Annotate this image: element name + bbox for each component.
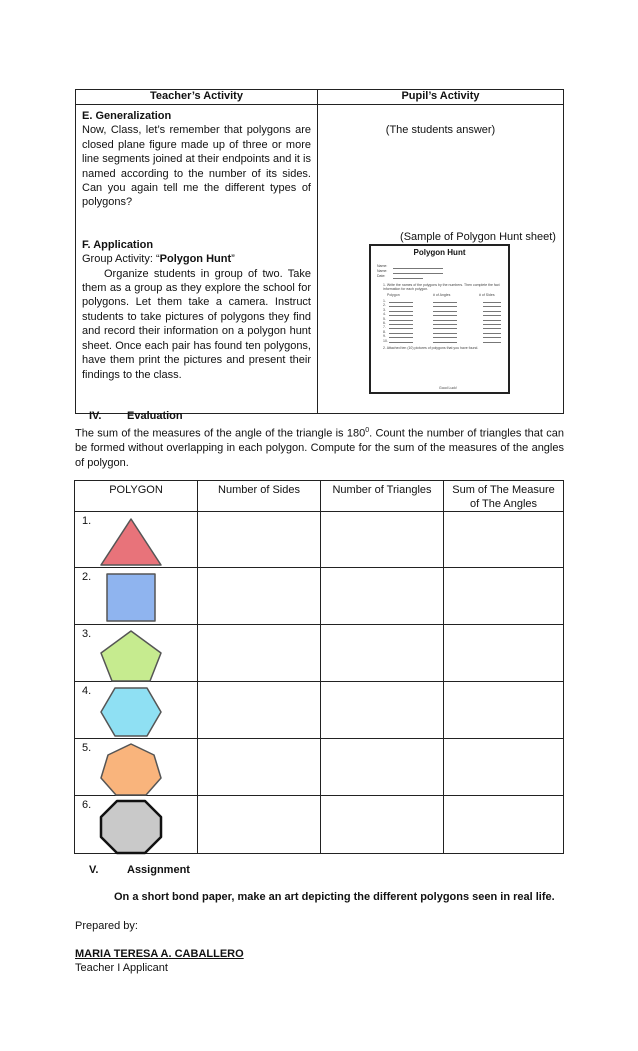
application-heading: F. Application: [82, 238, 154, 251]
evaluation-heading: Evaluation: [127, 410, 183, 422]
evaluation-row: [75, 512, 564, 568]
hexagon-polygon: [101, 688, 161, 736]
evaluation-row: [75, 739, 564, 796]
evaluation-table: [74, 480, 564, 854]
triangles-answer-cell[interactable]: [321, 568, 444, 625]
evaluation-row: [75, 625, 564, 682]
heptagon-shape: [99, 742, 165, 798]
col-number-of-sides: Number of Sides: [198, 481, 321, 512]
row-number: 6.: [82, 799, 92, 811]
hunt-title: Polygon Hunt: [413, 248, 466, 257]
hunt-row-label: 6.: [383, 321, 386, 325]
hunt-row-label: 9.: [383, 334, 386, 339]
assignment-heading: Assignment: [127, 864, 190, 876]
row-number: 4.: [82, 685, 92, 697]
generalization-pupil: (The students answer): [385, 124, 496, 136]
row-number: 2.: [82, 571, 92, 583]
pentagon-shape: [99, 628, 165, 684]
hunt-row-label: 7.: [383, 325, 386, 330]
triangles-answer-cell[interactable]: [321, 625, 444, 682]
evaluation-text: The sum of the measures of the angle of the triangle is $180^0$. Count the number of triangles that can be formed without overlapping in each polygon. Compute for the sum of the measures of the angles of polygon.: [75, 427, 564, 469]
sides-answer-cell[interactable]: [198, 512, 321, 568]
octagon-polygon: [101, 801, 161, 853]
hunt-row-label: 3.: [383, 307, 386, 312]
col-polygon: POLYGON: [75, 481, 198, 512]
hunt-row-label: 8.: [383, 329, 386, 334]
pupil-activity-header: Pupil’s Activity: [318, 90, 564, 105]
preparer-name: MARIA TERESA A. CABALLERO: [75, 948, 244, 960]
polygon-cell: [75, 796, 198, 854]
square-polygon: [107, 574, 155, 621]
evaluation-numeral: IV.: [89, 410, 102, 422]
pentagon-polygon: [101, 631, 161, 681]
square-shape: [99, 571, 165, 627]
polygon-cell: [75, 512, 198, 568]
prepared-by-label: Prepared by:: [75, 920, 138, 932]
application-activity: Group Activity: “Polygon Hunt”: [82, 253, 235, 266]
angle-sum-answer-cell[interactable]: [444, 568, 564, 625]
application-pupil: (Sample of Polygon Hunt sheet): [400, 230, 556, 243]
evaluation-row: [75, 796, 564, 854]
triangle-shape: [99, 515, 165, 571]
hunt-row-label: 2.: [383, 303, 386, 308]
polygon-cell: [75, 739, 198, 796]
row-number: 3.: [82, 628, 92, 640]
sides-answer-cell[interactable]: [198, 625, 321, 682]
polygon-hunt-sheet-image: Polygon Hunt Name: Name: Date: 1. Write the names of the polygons by the numbers. Then complete the fact information for each polygon. Polygon # of Angles # of Sides 1. 2. 3. 4. 5. 6. 7. 8. 9. 10. 2. Attached ten (10) pictures of polygons that you have found. Good Luck!: [369, 244, 510, 394]
sides-answer-cell[interactable]: [198, 568, 321, 625]
evaluation-row: [75, 568, 564, 625]
polygon-cell: [75, 625, 198, 682]
row-number: 5.: [82, 742, 92, 754]
generalization-section: [77, 106, 316, 382]
sides-answer-cell[interactable]: [198, 796, 321, 854]
generalization-heading: E. Generalization: [82, 110, 172, 122]
hunt-row-label: 10.: [383, 338, 388, 343]
activity-name: Polygon Hunt: [159, 253, 232, 266]
triangles-answer-cell[interactable]: [321, 512, 444, 568]
assignment-numeral: V.: [89, 864, 99, 876]
teacher-activity-header: Teacher’s Activity: [76, 90, 318, 105]
heptagon-polygon: [101, 744, 161, 795]
col-number-of-triangles: Number of Triangles: [321, 481, 444, 512]
polygon-cell: [75, 682, 198, 739]
triangle-polygon: [101, 519, 161, 565]
generalization-text: Now, Class, let’s remember that polygons are closed plane figure made up of three or more line segments joined at their endpoints and it is named according to the number of its sides. Can you again tell me the different types of polygons?: [82, 124, 311, 209]
polygon-cell: [75, 568, 198, 625]
hunt-row-label: 5.: [383, 316, 386, 321]
triangles-answer-cell[interactable]: [321, 682, 444, 739]
sides-answer-cell[interactable]: [198, 682, 321, 739]
triangles-answer-cell[interactable]: [321, 739, 444, 796]
assignment-text: On a short bond paper, make an art depicting the different polygons seen in real life.: [114, 891, 555, 903]
angle-sum-answer-cell[interactable]: [444, 512, 564, 568]
sides-answer-cell[interactable]: [198, 739, 321, 796]
angle-sum-answer-cell[interactable]: [444, 796, 564, 854]
application-text: Organize students in group of two. Take them as a group as they explore the school for polygons. Let them take a camera. Instruct students to take pictures of polygons they find and record their information on a polygon hunt sheet. Once each pair has found ten polygons, have them print the pictures and present their findings to the class.: [82, 267, 311, 381]
col-sum-of-angles: Sum of The Measure of The Angles: [444, 481, 564, 512]
preparer-role: Teacher I Applicant: [75, 962, 168, 974]
hunt-row-label: 1.: [383, 299, 386, 303]
hexagon-shape: [99, 685, 165, 741]
hunt-row-label: 4.: [383, 312, 386, 317]
angle-sum-answer-cell[interactable]: [444, 625, 564, 682]
row-number: 1.: [82, 515, 92, 527]
triangles-answer-cell[interactable]: [321, 796, 444, 854]
evaluation-row: [75, 682, 564, 739]
octagon-shape: [99, 799, 165, 855]
angle-sum-answer-cell[interactable]: [444, 682, 564, 739]
angle-sum-answer-cell[interactable]: [444, 739, 564, 796]
